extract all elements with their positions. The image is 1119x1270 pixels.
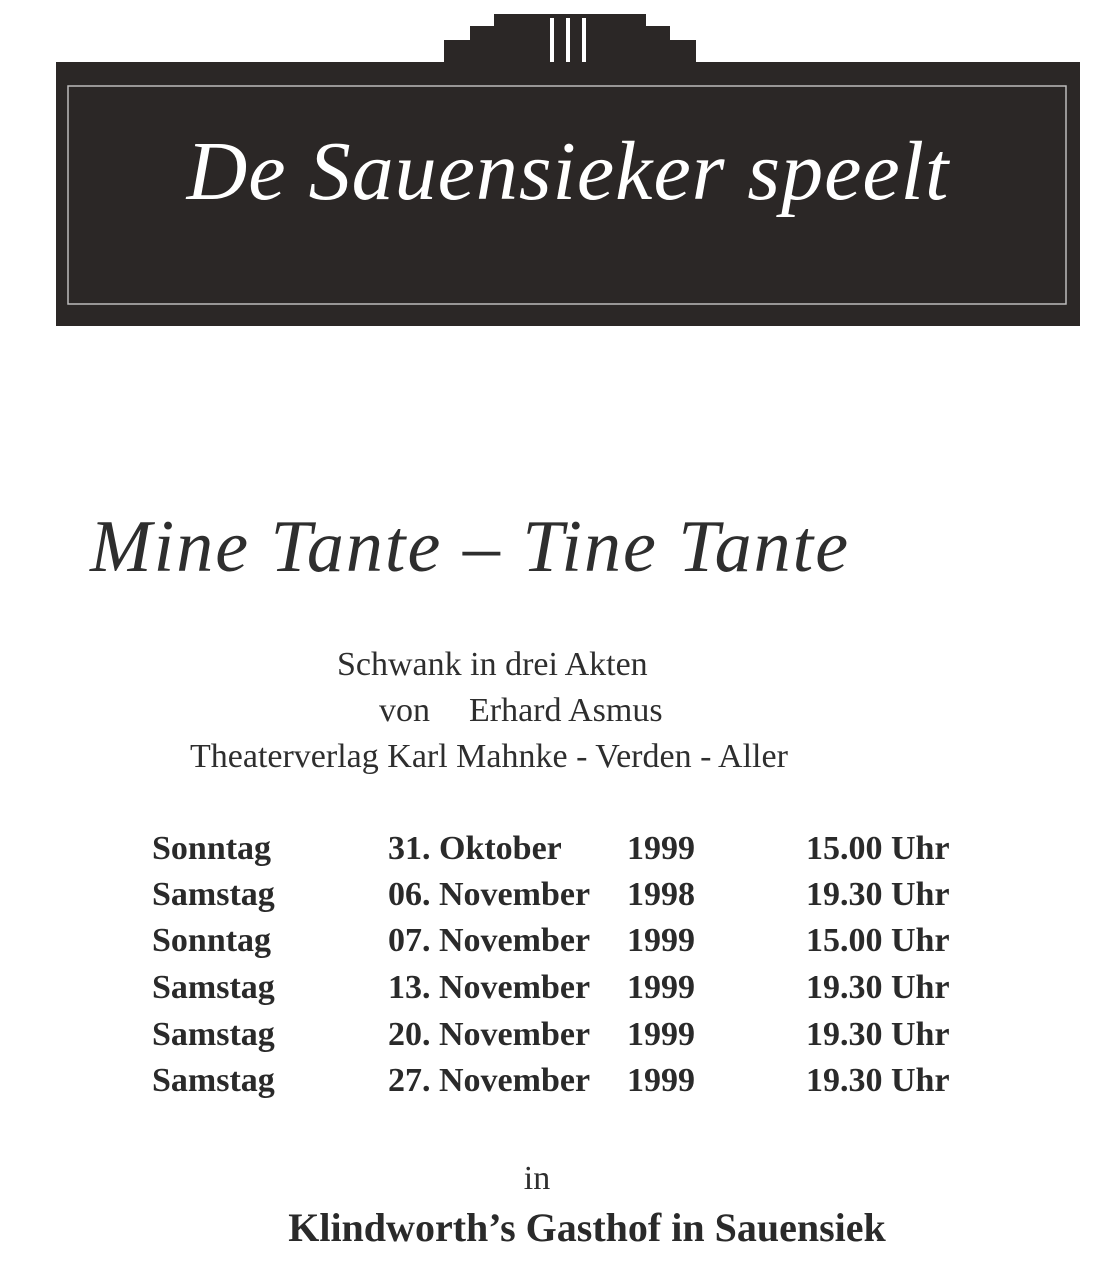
schedule-year: 1999 (627, 922, 695, 959)
author-prefix: von (379, 692, 430, 729)
schedule-time: 19.30 Uhr (806, 1062, 950, 1099)
banner-title: De Sauensieker speelt (186, 125, 950, 218)
header-banner (0, 0, 1119, 340)
schedule-row (0, 1018, 1119, 1064)
schedule-date: 31. Oktober (388, 830, 562, 867)
schedule-day: Sonntag (152, 830, 272, 867)
genre-line: Schwank in drei Akten (337, 646, 648, 683)
schedule-date: 07. November (388, 922, 591, 959)
schedule-day: Samstag (152, 876, 275, 913)
schedule-date: 06. November (388, 876, 591, 913)
author-name: Erhard Asmus (469, 692, 663, 729)
play-title: Mine Tante – Tine Tante (90, 506, 851, 588)
schedule-day: Samstag (152, 1016, 275, 1053)
schedule-date: 20. November (388, 1016, 591, 1053)
venue-in-label: in (523, 1160, 551, 1197)
schedule-day: Samstag (152, 1062, 275, 1099)
schedule-row (0, 971, 1119, 1017)
performance-schedule (0, 832, 1119, 1112)
venue-name: Klindworth’s Gasthof in Sauensiek (288, 1205, 886, 1250)
schedule-row (0, 1064, 1119, 1110)
schedule-time: 19.30 Uhr (806, 969, 950, 1006)
schedule-day: Sonntag (152, 922, 272, 959)
schedule-time: 15.00 Uhr (806, 922, 950, 959)
schedule-row (0, 878, 1119, 924)
schedule-year: 1998 (627, 876, 695, 913)
schedule-year: 1999 (627, 1016, 695, 1053)
schedule-time: 19.30 Uhr (806, 1016, 950, 1053)
schedule-row (0, 832, 1119, 878)
schedule-date: 27. November (388, 1062, 591, 1099)
schedule-year: 1999 (627, 969, 695, 1006)
publisher-line: Theaterverlag Karl Mahnke - Verden - Aller (190, 738, 788, 775)
schedule-time: 19.30 Uhr (806, 876, 950, 913)
schedule-row (0, 924, 1119, 970)
schedule-year: 1999 (627, 830, 695, 867)
schedule-year: 1999 (627, 1062, 695, 1099)
schedule-date: 13. November (388, 969, 591, 1006)
schedule-day: Samstag (152, 969, 275, 1006)
schedule-time: 15.00 Uhr (806, 830, 950, 867)
